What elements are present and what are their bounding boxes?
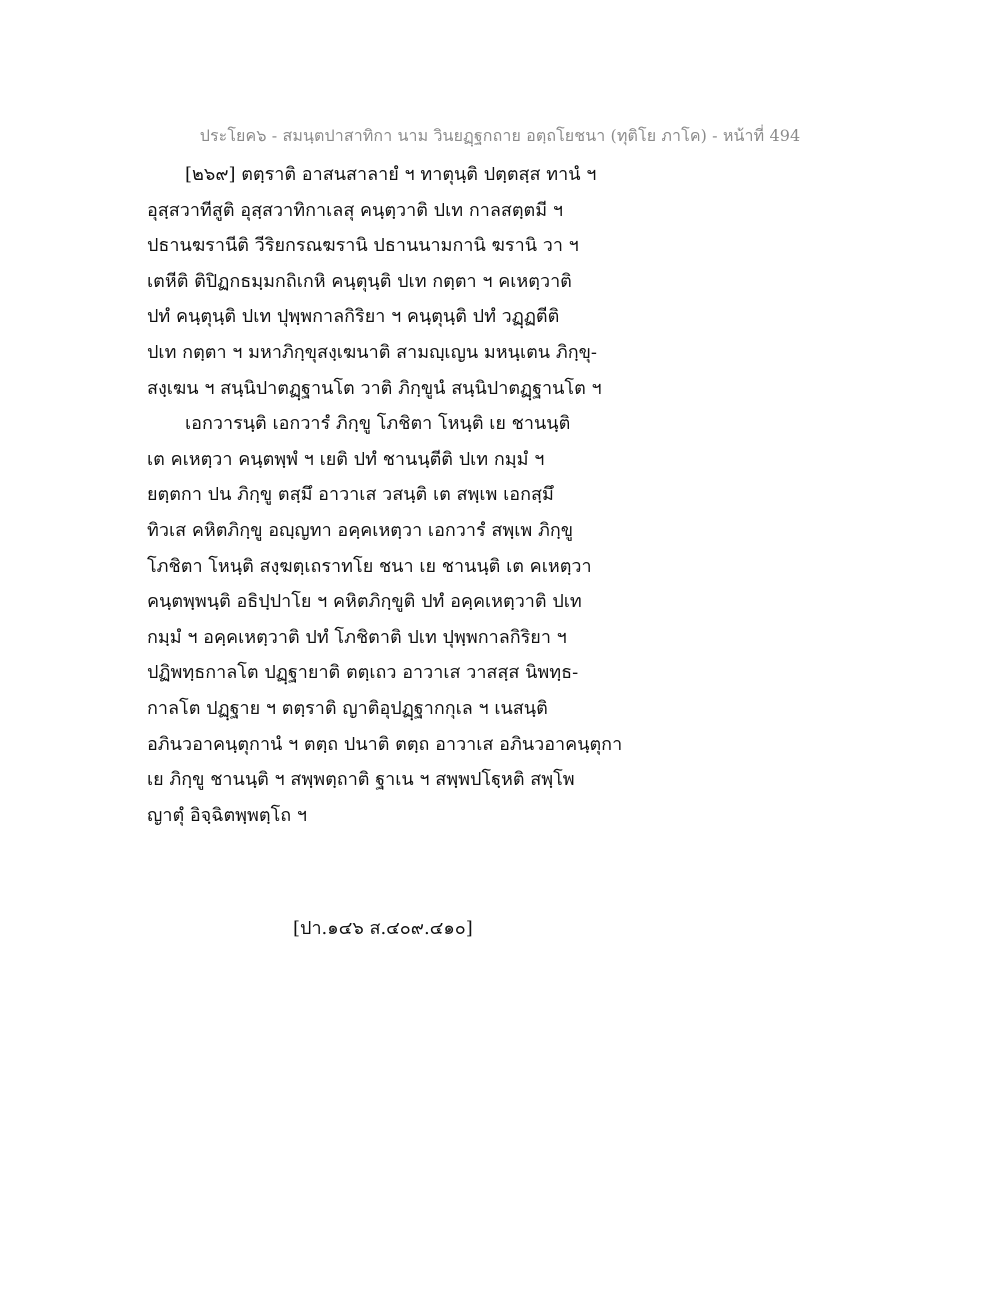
text-line: เต คเหตฺวา คนฺตพฺพํ ฯ เยติ ปทํ ชานนฺตีติ ปเท กมฺมํ ฯ [147,448,545,470]
running-header: ประโยค๖ - สมนฺตปาสาทิกา นาม วินยฏฺฐกถาย อตฺถโยชนา (ทุติโย ภาโค) - หน้าที่ 494 [199,126,801,145]
text-line: ปทํ คนฺตุนฺติ ปเท ปุพฺพกาลกิริยา ฯ คนฺตุนฺติ ปทํ วฏฺฏตีติ [147,306,560,328]
text-line: ยตฺตกา ปน ภิกฺขู ตสฺมึ อาวาเส วสนฺติ เต สพฺเพ เอกสฺมึ [147,484,554,506]
text-line: [๒๖๙] ตตฺราติ อาสนสาลายํ ฯ ทาตุนฺติ ปตฺตสฺส ทานํ ฯ [185,164,597,185]
text-line: กาลโต ปฏฺฐาย ฯ ตตฺราติ ญาติอุปฏฺฐากกุเล ฯ เนสนฺติ [147,697,548,719]
text-line: โภชิตา โหนฺติ สงฺฆตฺเถราทโย ชนา เย ชานนฺติ เต คเหตฺวา [147,555,592,577]
text-line: เตหีติ ติปิฏกธมฺมกถิเกหิ คนฺตุนฺติ ปเท กตฺตา ฯ คเหตฺวาติ [147,270,572,292]
text-line: ปฏิพทฺธกาลโต ปฏฺฐายาติ ตตฺเถว อาวาเส วาสสฺส นิพทฺธ- [147,662,579,684]
text-line: สงฺเฆน ฯ สนฺนิปาตฏฺฐานโต วาติ ภิกฺขูนํ สนฺนิปาตฏฺฐานโต ฯ [147,377,602,399]
text-line: เอกวารนฺติ เอกวารํ ภิกฺขู โภชิตา โหนฺติ เย ชานนฺติ [185,413,571,435]
body-text [147,157,647,833]
text-line: ทิวเส คหิตภิกฺขู อญฺญทา อคฺคเหตฺวา เอกวารํ สพฺเพ ภิกฺขู [147,519,574,541]
text-line: อภินวอาคนฺตุกานํ ฯ ตตฺถ ปนาติ ตตฺถ อาวาเส อภินวอาคนฺตุกา [147,733,623,755]
text-line: คนฺตพฺพนฺติ อธิปฺปาโย ฯ คหิตภิกฺขูติ ปทํ อคฺคเหตฺวาติ ปเท [147,591,582,613]
text-line: อุสฺสวาทีสูติ อุสฺสวาทิกาเลสุ คนฺตฺวาติ ปเท กาลสตฺตมี ฯ [147,199,563,221]
source-reference: [ปา.๑๔๖ ส.๔๐๙.๔๑๐] [293,918,473,939]
text-line: ปเท กตฺตา ฯ มหาภิกฺขุสงฺเฆนาติ สามญฺเญน มหนฺเตน ภิกฺขุ- [147,341,597,363]
text-line: ปธานฆรานีติ วีริยกรณฆรานิ ปธานนามกานิ ฆรานิ วา ฯ [147,235,579,257]
text-line: ญาตุํ อิจฺฉิตพฺพตฺโถ ฯ [147,804,307,826]
text-line: กมฺมํ ฯ อคฺคเหตฺวาติ ปทํ โภชิตาติ ปเท ปุพฺพกาลกิริยา ฯ [147,626,567,648]
text-line: เย ภิกฺขู ชานนฺติ ฯ สพฺพตฺถาติ ฐาเน ฯ สพฺพปโฐฺหติ สพฺโพ [147,769,575,791]
